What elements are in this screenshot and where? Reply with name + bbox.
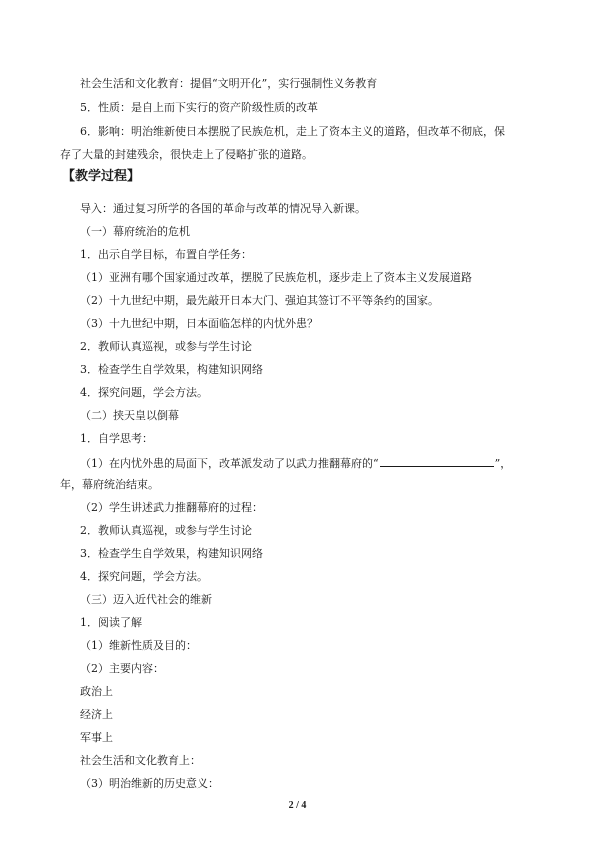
page-number: 2 / 4: [288, 800, 307, 811]
part3-society: 社会生活和文化教育上：: [80, 754, 201, 767]
part1-question3: （3）十九世纪中期，日本面临怎样的内忧外患？: [80, 317, 318, 330]
fill-in-blank[interactable]: [380, 455, 494, 467]
part1-step3: 3．检查学生自学效果，构建知识网络: [80, 363, 263, 376]
part2-title: （二）挟天皇以倒幕: [80, 409, 179, 422]
part3-politics: 政治上: [80, 685, 113, 698]
part2-question1-close: ”，: [494, 457, 512, 470]
intro-text: 导入：通过复习所学的各国的革命与改革的情况导入新课。: [80, 202, 366, 215]
part1-question1: （1）亚洲有哪个国家通过改革，摆脱了民族危机，逐步走上了资本主义发展道路: [80, 271, 472, 284]
part2-question1-line2: 年，幕府统治结束。: [60, 478, 159, 491]
part3-step1: 1．阅读了解: [80, 616, 142, 629]
paragraph-impact-line2: 存了大量的封建残余，很快走上了侵略扩张的道路。: [60, 148, 313, 161]
part1-step1: 1．出示自学目标，布置自学任务：: [80, 248, 252, 261]
part3-military: 军事上: [80, 731, 113, 744]
part3-question1: （1）维新性质及目的：: [80, 639, 197, 652]
part2-question1-line1: [80, 455, 511, 471]
part2-step4: 4．探究问题，学会方法。: [80, 570, 208, 583]
paragraph-nature: 5．性质：是自上而下实行的资产阶级性质的改革: [80, 101, 318, 114]
part2-question2: （2）学生讲述武力推翻幕府的过程：: [80, 501, 263, 514]
paragraph-social-culture: 社会生活和文化教育：提倡“文明开化”，实行强制性义务教育: [80, 77, 378, 90]
part2-step3: 3．检查学生自学效果，构建知识网络: [80, 547, 263, 560]
part2-question1-text: （1）在内忧外患的局面下，改革派发动了以武力推翻幕府的“: [80, 457, 379, 470]
part3-title: （三）迈入近代社会的维新: [80, 593, 212, 606]
part1-step2: 2．教师认真巡视，或参与学生讨论: [80, 340, 252, 353]
section-heading-teaching-process: 【教学过程】: [62, 169, 141, 184]
part2-step2: 2．教师认真巡视，或参与学生讨论: [80, 524, 252, 537]
part3-economy: 经济上: [80, 708, 113, 721]
part3-question2: （2）主要内容：: [80, 662, 164, 675]
part1-question2: （2）十九世纪中期，最先敲开日本大门、强迫其签订不平等条约的国家。: [80, 294, 439, 307]
part1-step4: 4．探究问题，学会方法。: [80, 386, 208, 399]
paragraph-impact-line1: 6．影响：明治维新使日本摆脱了民族危机，走上了资本主义的道路，但改革不彻底，保: [80, 125, 505, 138]
part3-question3: （3）明治维新的历史意义：: [80, 777, 219, 790]
part2-step1: 1．自学思考：: [80, 432, 153, 445]
part1-title: （一）幕府统治的危机: [80, 225, 190, 238]
